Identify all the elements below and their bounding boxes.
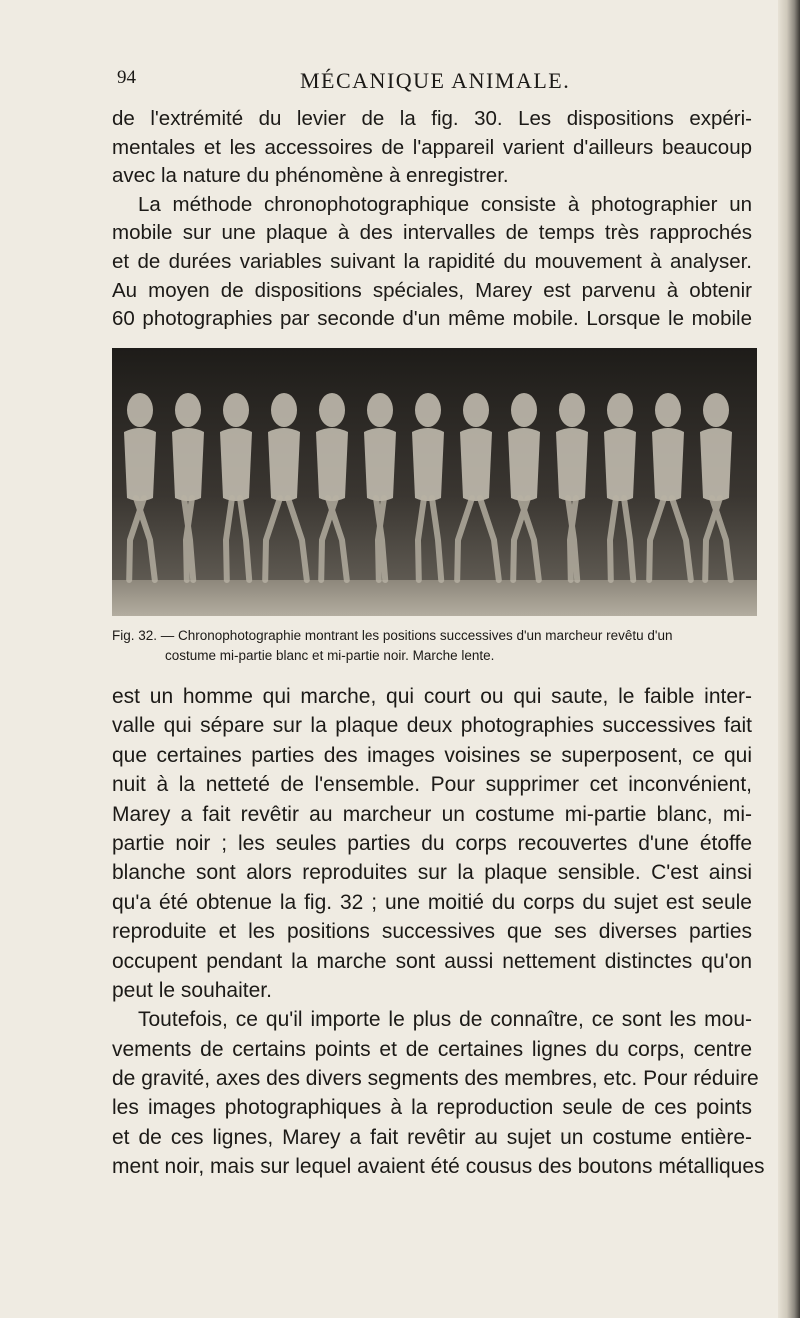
text-line: avec la nature du phénomène à enregistrer. [112, 164, 509, 188]
text-line: mobile sur une plaque à des intervalles de temps très rapprochés [112, 221, 752, 245]
text-line: qu'a été obtenue la fig. 32 ; une moitié du corps du sujet est seule [112, 890, 752, 914]
walker-photograph [112, 348, 757, 616]
text-line: partie noir ; les seules parties du corps recouvertes d'une étoffe [112, 831, 752, 855]
text-line: que certaines parties des images voisines se superposent, ce qui [112, 743, 752, 767]
text-line: de gravité, axes des divers segments des membres, etc. Pour réduire [112, 1067, 759, 1091]
caption-line: Fig. 32. — Chronophotographie montrant les positions successives d'un marcheur revêtu d'un [112, 628, 673, 643]
paragraph-top [112, 105, 752, 334]
text-line: Toutefois, ce qu'il importe le plus de connaître, ce sont les mou- [138, 1008, 752, 1032]
text-line: occupent pendant la marche sont aussi nettement distinctes qu'on [112, 949, 752, 973]
text-line: 60 photographies par seconde d'un même mobile. Lorsque le mobile [112, 307, 752, 331]
text-line: de l'extrémité du levier de la fig. 30. Les dispositions expéri- [112, 107, 752, 130]
text-line: blanche sont alors reproduites sur la plaque sensible. C'est ainsi [112, 861, 752, 885]
text-line: Marey a fait revêtir au marcheur un costume mi-partie blanc, mi- [112, 802, 752, 826]
walker-silhouette [124, 393, 156, 501]
figure-caption [112, 626, 757, 666]
text-line: et de ces lignes, Marey a fait revêtir au sujet un costume entière- [112, 1125, 752, 1149]
text-line: les images photographiques à la reproduction seule de ces points [112, 1096, 752, 1120]
text-line: mentales et les accessoires de l'appareil varient d'ailleurs beaucoup [112, 135, 752, 159]
walker-silhouette [508, 393, 540, 501]
text-line: nuit à la netteté de l'ensemble. Pour supprimer cet inconvénient, [112, 773, 752, 797]
paragraph-bottom [112, 682, 765, 1182]
walker-silhouette [412, 393, 444, 501]
text-line: ment noir, mais sur lequel avaient été cousus des boutons métalliques [112, 1155, 765, 1179]
walker-silhouette [460, 393, 492, 501]
walker-silhouette [316, 393, 348, 501]
walker-silhouette [700, 393, 732, 501]
chronophotograph-figure [112, 348, 757, 616]
text-line: valle qui sépare sur la plaque deux photographies successives fait [112, 714, 752, 738]
text-line: Au moyen de dispositions spéciales, Marey est parvenu à obtenir [112, 278, 752, 302]
running-head: MÉCANIQUE ANIMALE. [300, 68, 571, 93]
walker-silhouette [604, 393, 636, 501]
caption-line: costume mi-partie blanc et mi-partie noir. Marche lente. [165, 648, 495, 663]
walker-silhouette [172, 393, 204, 501]
text-line: La méthode chronophotographique consiste à photographier un [138, 192, 752, 216]
text-line: reproduite et les positions successives que ses diverses parties [112, 920, 752, 944]
walker-silhouette [556, 393, 588, 501]
text-line: et de durées variables suivant la rapidité du mouvement à analyser. [112, 249, 752, 273]
page-binding-edge [778, 0, 800, 1318]
page-number: 94 [117, 67, 136, 88]
text-line: est un homme qui marche, qui court ou qui saute, le faible inter- [112, 685, 752, 708]
text-line: vements de certains points et de certaines lignes du corps, centre [112, 1037, 752, 1061]
walker-silhouette [268, 393, 300, 501]
walker-silhouette [364, 393, 396, 501]
text-line: peut le souhaiter. [112, 978, 272, 1002]
walker-silhouette [652, 393, 684, 501]
walker-silhouette [220, 393, 252, 501]
